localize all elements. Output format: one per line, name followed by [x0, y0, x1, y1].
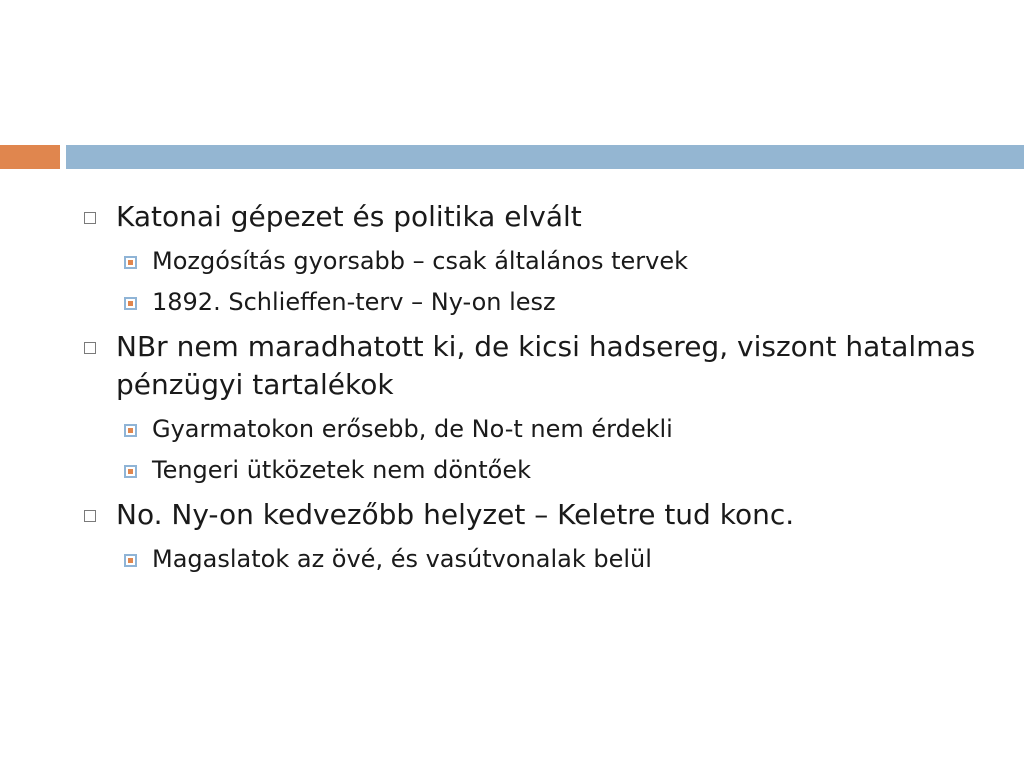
filled-square-bullet-icon [124, 465, 137, 478]
sub-bullet-item [82, 413, 982, 445]
square-bullet-icon [84, 342, 96, 354]
bullet-text: No. Ny-on kedvezőbb helyzet – Keletre tud konc. [116, 498, 795, 531]
slide-body [82, 188, 982, 584]
sub-bullet-text: Tengeri ütközetek nem döntőek [152, 456, 532, 484]
sub-bullet-item [82, 543, 982, 575]
sub-bullet-item [82, 454, 982, 486]
filled-square-bullet-icon [124, 554, 137, 567]
bullet-item [82, 198, 982, 236]
filled-square-bullet-icon [124, 256, 137, 269]
filled-square-bullet-icon [124, 297, 137, 310]
sub-bullet-text: 1892. Schlieffen-terv – Ny-on lesz [152, 288, 556, 316]
filled-square-bullet-icon [124, 424, 137, 437]
header-accent-bar-blue [66, 145, 1024, 169]
bullet-text: NBr nem maradhatott ki, de kicsi hadsereg, viszont hatalmas pénzügyi tartalékok [116, 330, 976, 401]
sub-bullet-text: Magaslatok az övé, és vasútvonalak belül [152, 545, 652, 573]
bullet-item [82, 328, 982, 404]
bullet-text: Katonai gépezet és politika elvált [116, 200, 582, 233]
square-bullet-icon [84, 510, 96, 522]
sub-bullet-item [82, 286, 982, 318]
header-accent-bar-orange [0, 145, 60, 169]
sub-bullet-item [82, 245, 982, 277]
bullet-item [82, 496, 982, 534]
sub-bullet-text: Mozgósítás gyorsabb – csak általános tervek [152, 247, 688, 275]
square-bullet-icon [84, 212, 96, 224]
sub-bullet-text: Gyarmatokon erősebb, de No-t nem érdekli [152, 415, 673, 443]
